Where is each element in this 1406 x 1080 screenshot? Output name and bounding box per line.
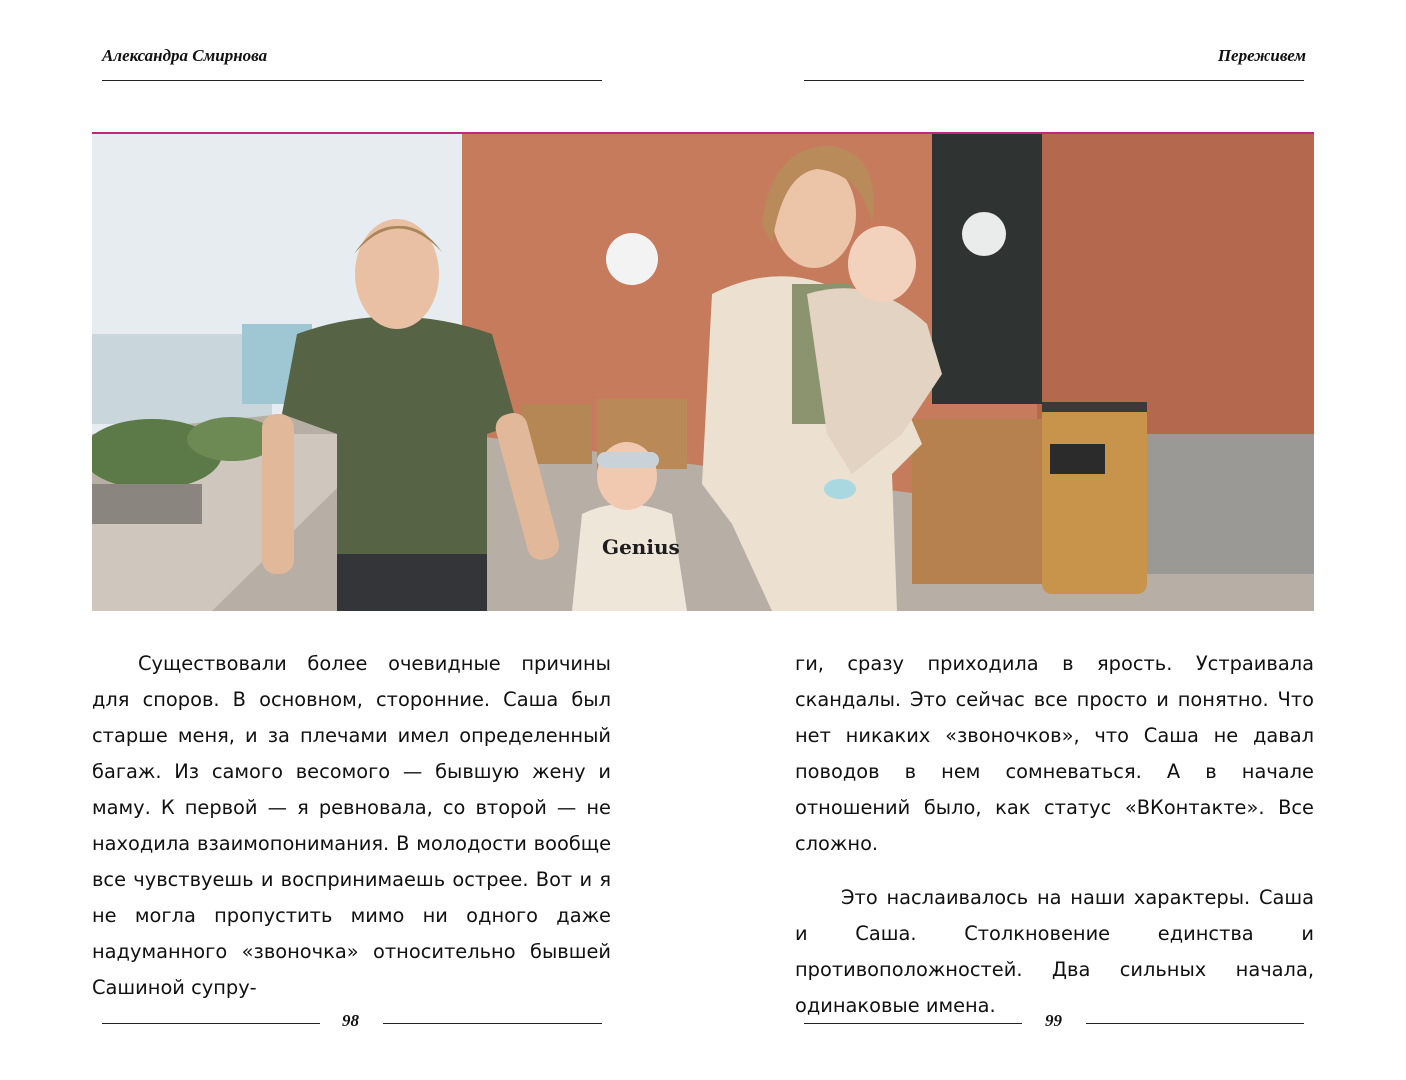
page-number-left: 98 [342, 1011, 359, 1030]
trash-bin-lid [1042, 402, 1147, 412]
trash-bin [1042, 404, 1147, 594]
footer-rule-left-b [383, 1023, 602, 1024]
footer-rule-left-a [102, 1023, 320, 1024]
right-paragraph-2: Это наслаивалось на наши характеры. Саша и Саша. Столкновение единства и противоположностей. Два сильных начала, одинаковые имена. [795, 886, 1314, 1017]
page-number-right: 99 [1045, 1011, 1062, 1030]
baby-shoe [824, 479, 856, 499]
stone-base [1142, 434, 1314, 574]
family-photo [92, 132, 1314, 611]
right-paragraph-1: ги, сразу приходила в ярость. Устраивала скандалы. Это сейчас все просто и понятно. Что нет никаких «звоночков», что Саша не давал поводов в нем сомневаться. А в начале отношений было, как статус «ВКонтакте». Все сложно. [795, 652, 1314, 855]
footer-rule-right-a [804, 1023, 1022, 1024]
brick-wall-right [1037, 134, 1314, 434]
running-header-author: Александра Смирнова [102, 46, 268, 65]
header-rule-right [804, 80, 1304, 81]
family-photo-illustration [92, 134, 1314, 611]
header-rule-left [102, 80, 602, 81]
cafe-logo [606, 233, 658, 285]
footer-rule-right-b [1086, 1023, 1304, 1024]
girl-shirt-lettering: Genius [602, 535, 680, 559]
trash-bin-slot [1050, 444, 1105, 474]
man-arm-left [262, 414, 294, 574]
bench-planter [92, 484, 202, 524]
left-page-text [92, 646, 611, 1006]
planter-near [912, 419, 1062, 584]
baby-face [848, 226, 916, 302]
running-header-title: Переживем [1217, 46, 1306, 65]
right-page-text [795, 646, 1314, 1024]
girl-headband [597, 452, 659, 468]
left-paragraph-1: Существовали более очевидные причины для споров. В основном, сторонние. Саша был старше меня, и за плечами имел определенный багаж. Из самого весомого — бывшую жену и маму. К первой — я ревновала, со второй — не находила взаимопонимания. В молодости вообще все чувствуешь и воспринимаешь острее. Вот и я не могла пропустить мимо ни одного даже надуманного «звоночка» относительно бывшей Сашиной супру- [92, 652, 611, 999]
shop-window [932, 134, 1042, 404]
shop-logo [962, 212, 1006, 256]
